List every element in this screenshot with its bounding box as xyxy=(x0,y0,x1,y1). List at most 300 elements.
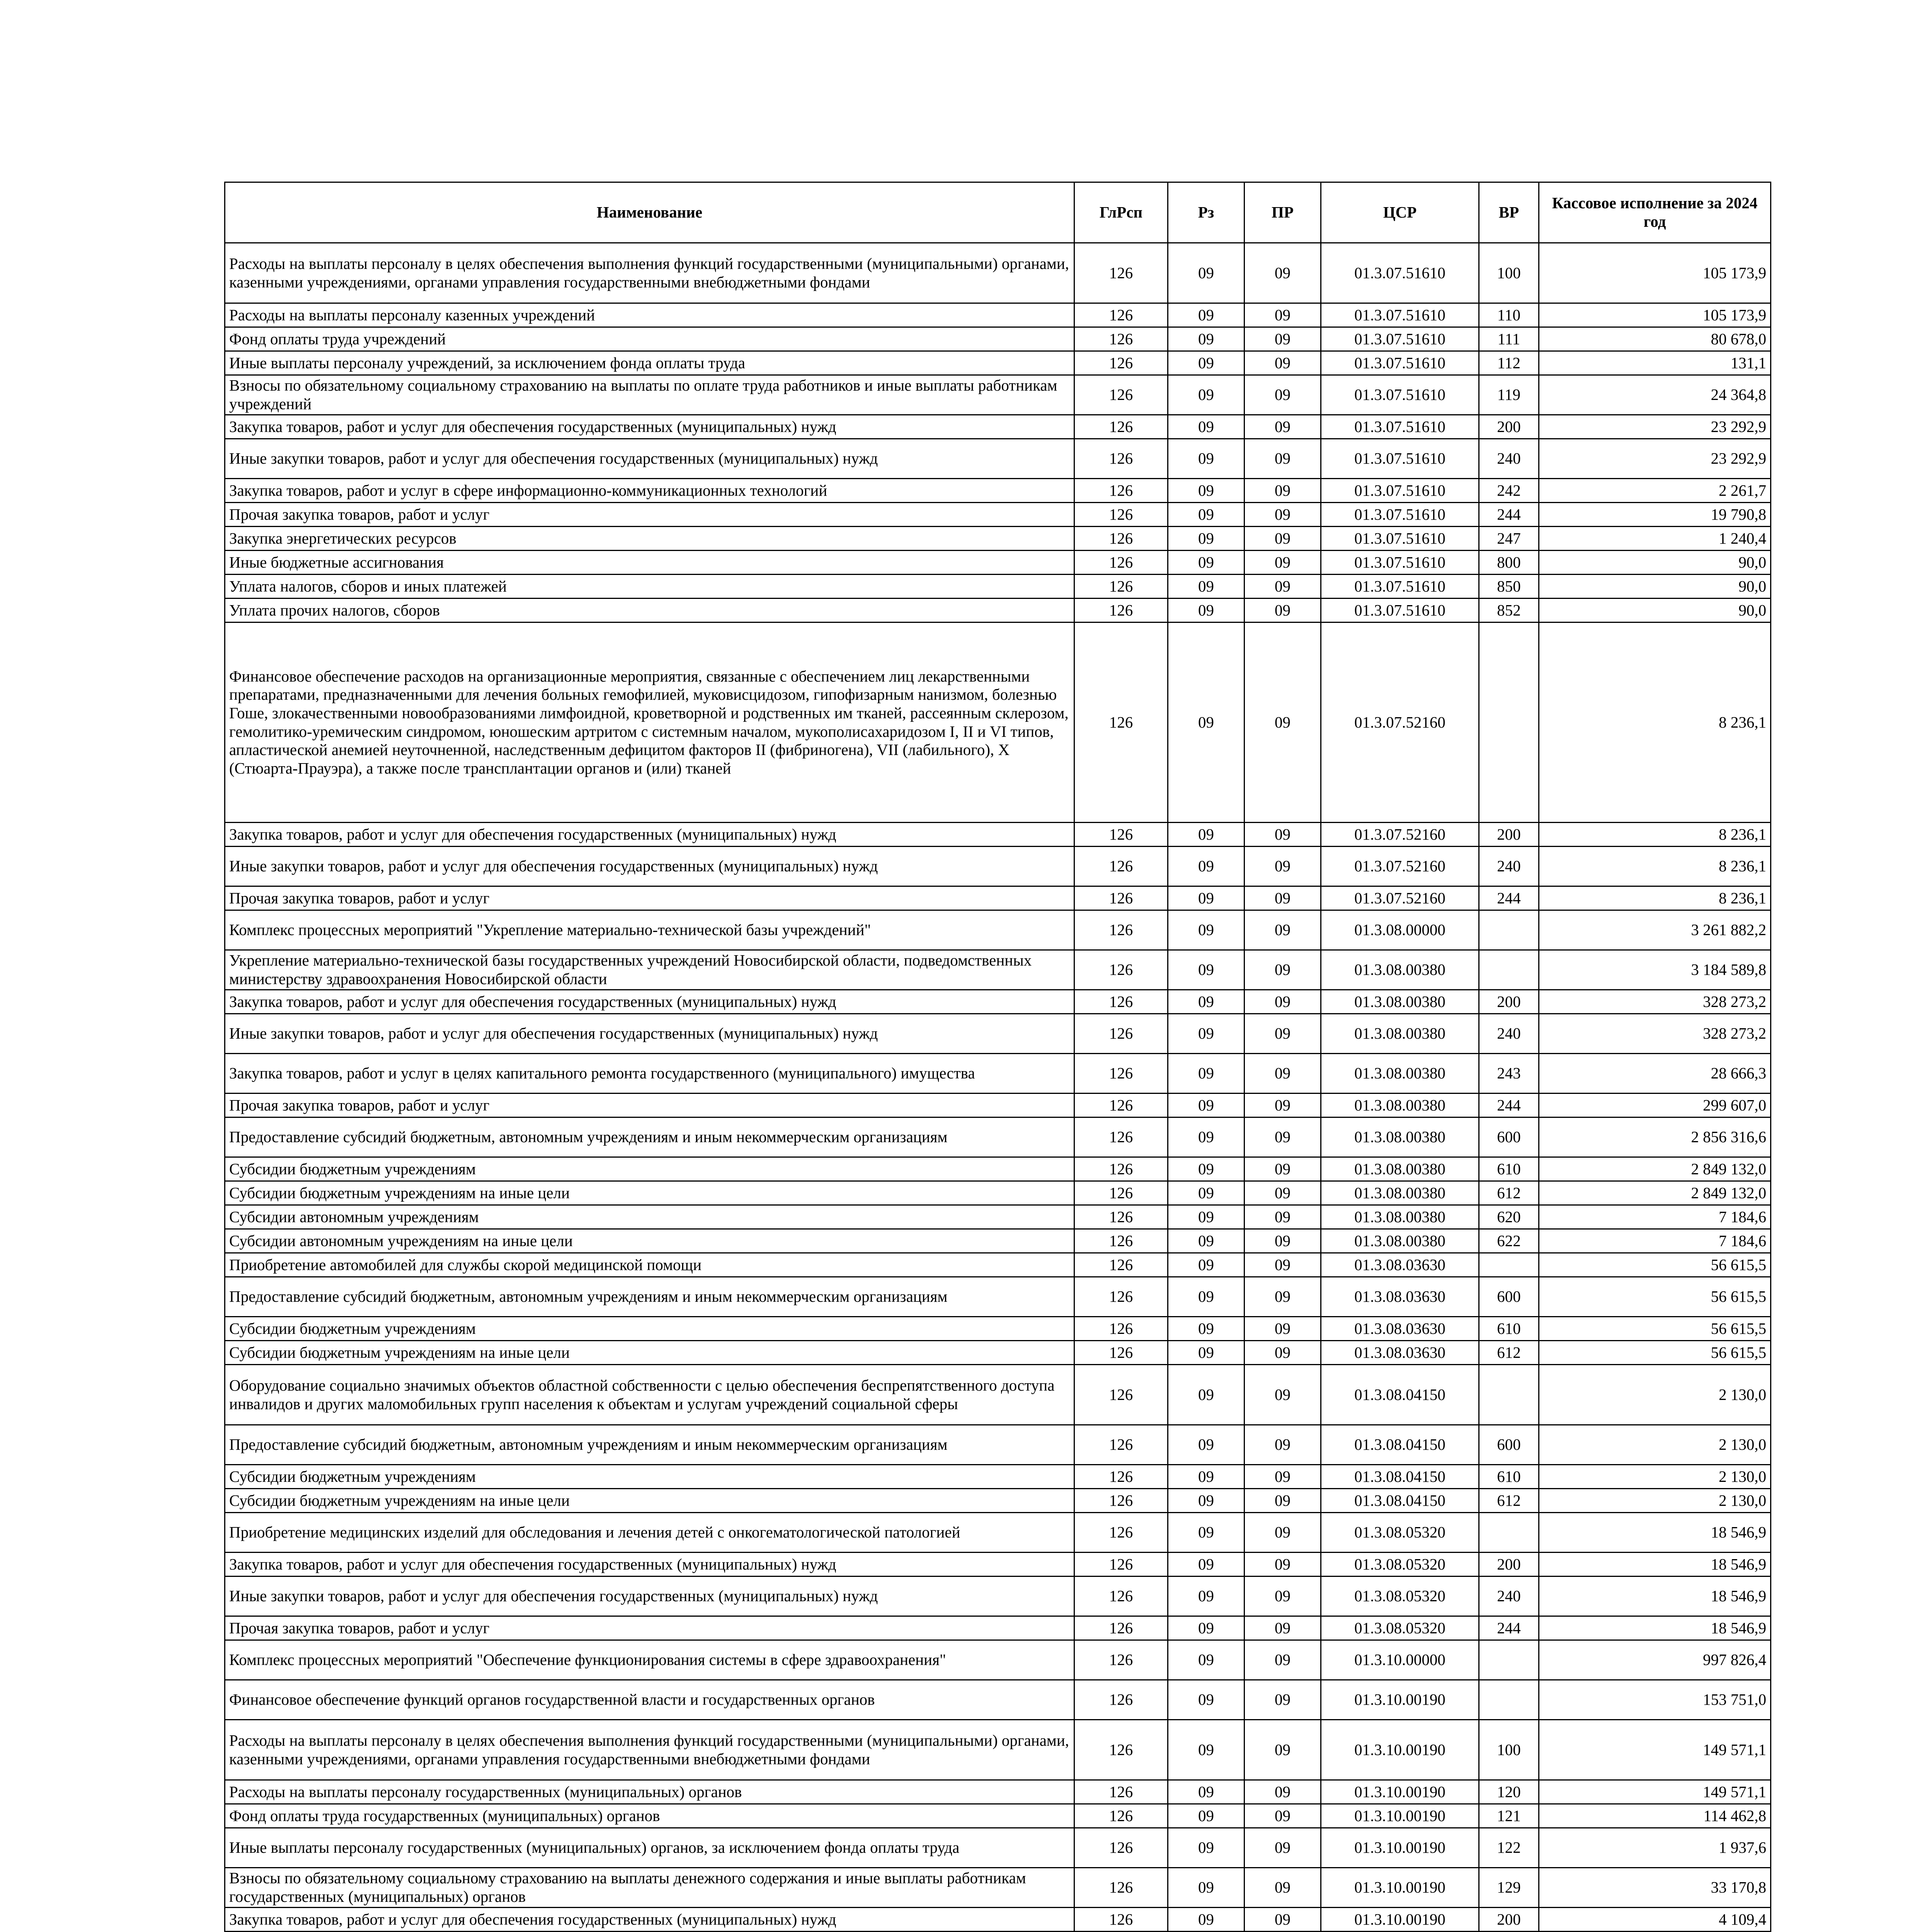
cell-glrsp: 126 xyxy=(1074,1680,1168,1720)
cell-pr: 09 xyxy=(1245,599,1321,622)
cell-rz: 09 xyxy=(1168,1253,1245,1277)
table-body xyxy=(225,243,1771,1932)
cell-amount: 105 173,9 xyxy=(1539,243,1771,303)
header-amount: Кассовое исполнение за 2024 год xyxy=(1539,182,1771,243)
cell-name: Предоставление субсидий бюджетным, автономным учреждениям и иным некоммерческим организациям xyxy=(225,1277,1074,1317)
cell-rz: 09 xyxy=(1168,1229,1245,1253)
header-vr: ВР xyxy=(1479,182,1539,243)
cell-rz: 09 xyxy=(1168,479,1245,503)
table-row xyxy=(225,1205,1771,1229)
cell-vr: 200 xyxy=(1479,1553,1539,1577)
cell-rz: 09 xyxy=(1168,1425,1245,1465)
cell-glrsp: 126 xyxy=(1074,599,1168,622)
cell-pr: 09 xyxy=(1245,1117,1321,1157)
cell-name: Комплекс процессных мероприятий "Обеспечение функционирования системы в сфере здравоохранения" xyxy=(225,1640,1074,1680)
cell-amount: 3 261 882,2 xyxy=(1539,910,1771,950)
cell-amount: 131,1 xyxy=(1539,351,1771,375)
cell-glrsp: 126 xyxy=(1074,847,1168,886)
cell-csr: 01.3.08.05320 xyxy=(1321,1513,1479,1553)
cell-pr: 09 xyxy=(1245,1868,1321,1908)
cell-amount: 7 184,6 xyxy=(1539,1205,1771,1229)
cell-glrsp: 126 xyxy=(1074,479,1168,503)
table-row xyxy=(225,1780,1771,1804)
cell-csr: 01.3.07.51610 xyxy=(1321,479,1479,503)
cell-vr: 240 xyxy=(1479,1014,1539,1054)
cell-csr: 01.3.07.51610 xyxy=(1321,375,1479,415)
cell-pr: 09 xyxy=(1245,1680,1321,1720)
cell-amount: 3 184 589,8 xyxy=(1539,950,1771,990)
cell-csr: 01.3.08.00380 xyxy=(1321,1117,1479,1157)
cell-glrsp: 126 xyxy=(1074,886,1168,910)
cell-pr: 09 xyxy=(1245,1616,1321,1640)
cell-csr: 01.3.07.51610 xyxy=(1321,351,1479,375)
cell-csr: 01.3.08.00380 xyxy=(1321,1157,1479,1181)
cell-csr: 01.3.07.51610 xyxy=(1321,327,1479,351)
cell-name: Закупка товаров, работ и услуг в целях капитального ремонта государственного (муниципального) имущества xyxy=(225,1054,1074,1094)
cell-pr: 09 xyxy=(1245,351,1321,375)
cell-csr: 01.3.08.00380 xyxy=(1321,990,1479,1014)
cell-pr: 09 xyxy=(1245,503,1321,527)
cell-name: Финансовое обеспечение функций органов государственной власти и государственных органов xyxy=(225,1680,1074,1720)
cell-amount: 24 364,8 xyxy=(1539,375,1771,415)
cell-csr: 01.3.07.51610 xyxy=(1321,243,1479,303)
cell-csr: 01.3.07.51610 xyxy=(1321,415,1479,439)
cell-pr: 09 xyxy=(1245,1253,1321,1277)
cell-name: Уплата налогов, сборов и иных платежей xyxy=(225,575,1074,599)
cell-vr: 244 xyxy=(1479,886,1539,910)
cell-rz: 09 xyxy=(1168,1804,1245,1828)
cell-rz: 09 xyxy=(1168,415,1245,439)
cell-rz: 09 xyxy=(1168,1181,1245,1205)
cell-csr: 01.3.08.00000 xyxy=(1321,910,1479,950)
cell-vr: 610 xyxy=(1479,1465,1539,1489)
table-row xyxy=(225,375,1771,415)
cell-rz: 09 xyxy=(1168,1054,1245,1094)
cell-csr: 01.3.07.51610 xyxy=(1321,575,1479,599)
cell-amount: 8 236,1 xyxy=(1539,622,1771,823)
cell-name: Укрепление материально-технической базы государственных учреждений Новосибирской области, подведомственных министерству здравоохранения Новосибирской области xyxy=(225,950,1074,990)
cell-rz: 09 xyxy=(1168,575,1245,599)
cell-csr: 01.3.07.52160 xyxy=(1321,847,1479,886)
table-row xyxy=(225,1181,1771,1205)
cell-amount: 7 184,6 xyxy=(1539,1229,1771,1253)
table-row xyxy=(225,1908,1771,1932)
cell-csr: 01.3.07.51610 xyxy=(1321,503,1479,527)
cell-rz: 09 xyxy=(1168,1828,1245,1868)
cell-rz: 09 xyxy=(1168,1117,1245,1157)
cell-pr: 09 xyxy=(1245,823,1321,847)
cell-pr: 09 xyxy=(1245,1157,1321,1181)
cell-pr: 09 xyxy=(1245,479,1321,503)
cell-name: Фонд оплаты труда государственных (муниципальных) органов xyxy=(225,1804,1074,1828)
cell-csr: 01.3.10.00190 xyxy=(1321,1908,1479,1932)
cell-rz: 09 xyxy=(1168,375,1245,415)
cell-rz: 09 xyxy=(1168,1780,1245,1804)
cell-rz: 09 xyxy=(1168,1014,1245,1054)
cell-amount: 2 130,0 xyxy=(1539,1425,1771,1465)
cell-name: Прочая закупка товаров, работ и услуг xyxy=(225,503,1074,527)
cell-vr: 244 xyxy=(1479,1094,1539,1117)
cell-name: Расходы на выплаты персоналу казенных учреждений xyxy=(225,303,1074,327)
cell-glrsp: 126 xyxy=(1074,1553,1168,1577)
table-row xyxy=(225,527,1771,551)
table-row xyxy=(225,327,1771,351)
cell-csr: 01.3.07.51610 xyxy=(1321,303,1479,327)
cell-rz: 09 xyxy=(1168,990,1245,1014)
table-row xyxy=(225,1489,1771,1513)
cell-amount: 18 546,9 xyxy=(1539,1616,1771,1640)
cell-glrsp: 126 xyxy=(1074,1465,1168,1489)
cell-vr: 242 xyxy=(1479,479,1539,503)
cell-rz: 09 xyxy=(1168,527,1245,551)
cell-rz: 09 xyxy=(1168,303,1245,327)
cell-name: Субсидии автономным учреждениям на иные цели xyxy=(225,1229,1074,1253)
cell-amount: 2 849 132,0 xyxy=(1539,1181,1771,1205)
cell-name: Иные закупки товаров, работ и услуг для обеспечения государственных (муниципальных) нужд xyxy=(225,847,1074,886)
cell-csr: 01.3.10.00000 xyxy=(1321,1640,1479,1680)
cell-vr xyxy=(1479,1680,1539,1720)
cell-rz: 09 xyxy=(1168,1205,1245,1229)
cell-name: Закупка товаров, работ и услуг для обеспечения государственных (муниципальных) нужд xyxy=(225,990,1074,1014)
cell-csr: 01.3.10.00190 xyxy=(1321,1828,1479,1868)
table-row xyxy=(225,1117,1771,1157)
cell-name: Расходы на выплаты персоналу в целях обеспечения выполнения функций государственными (муниципальными) органами, казенными учреждениями, органами управления государственными внебюджетными фондами xyxy=(225,1720,1074,1780)
table-row xyxy=(225,503,1771,527)
cell-csr: 01.3.08.00380 xyxy=(1321,1205,1479,1229)
cell-csr: 01.3.07.51610 xyxy=(1321,551,1479,575)
cell-glrsp: 126 xyxy=(1074,1868,1168,1908)
cell-pr: 09 xyxy=(1245,1425,1321,1465)
table-row xyxy=(225,439,1771,479)
cell-rz: 09 xyxy=(1168,910,1245,950)
table-row xyxy=(225,1828,1771,1868)
cell-amount: 2 130,0 xyxy=(1539,1489,1771,1513)
table-row xyxy=(225,823,1771,847)
header-pr: ПР xyxy=(1245,182,1321,243)
cell-pr: 09 xyxy=(1245,375,1321,415)
cell-pr: 09 xyxy=(1245,1094,1321,1117)
cell-amount: 56 615,5 xyxy=(1539,1277,1771,1317)
cell-csr: 01.3.08.03630 xyxy=(1321,1277,1479,1317)
cell-vr: 200 xyxy=(1479,415,1539,439)
cell-name: Оборудование социально значимых объектов областной собственности с целью обеспечения беспрепятственного доступа инвалидов и других маломобильных групп населения к объектам и услугам учреждений социальной сферы xyxy=(225,1365,1074,1425)
cell-name: Субсидии бюджетным учреждениям xyxy=(225,1465,1074,1489)
cell-vr: 243 xyxy=(1479,1054,1539,1094)
cell-vr: 600 xyxy=(1479,1117,1539,1157)
cell-glrsp: 126 xyxy=(1074,622,1168,823)
cell-csr: 01.3.08.04150 xyxy=(1321,1365,1479,1425)
cell-amount: 105 173,9 xyxy=(1539,303,1771,327)
table-row xyxy=(225,303,1771,327)
cell-rz: 09 xyxy=(1168,439,1245,479)
cell-csr: 01.3.08.04150 xyxy=(1321,1465,1479,1489)
cell-amount: 149 571,1 xyxy=(1539,1780,1771,1804)
header-rz: Рз xyxy=(1168,182,1245,243)
cell-amount: 1 240,4 xyxy=(1539,527,1771,551)
cell-glrsp: 126 xyxy=(1074,1804,1168,1828)
cell-rz: 09 xyxy=(1168,1616,1245,1640)
cell-pr: 09 xyxy=(1245,1489,1321,1513)
cell-pr: 09 xyxy=(1245,1720,1321,1780)
table-row xyxy=(225,1804,1771,1828)
cell-rz: 09 xyxy=(1168,551,1245,575)
cell-vr: 610 xyxy=(1479,1157,1539,1181)
cell-csr: 01.3.08.05320 xyxy=(1321,1553,1479,1577)
expenditure-table xyxy=(224,182,1771,1932)
cell-name: Субсидии бюджетным учреждениям xyxy=(225,1157,1074,1181)
cell-vr: 200 xyxy=(1479,990,1539,1014)
cell-glrsp: 126 xyxy=(1074,575,1168,599)
cell-name: Иные выплаты персоналу учреждений, за исключением фонда оплаты труда xyxy=(225,351,1074,375)
cell-name: Закупка энергетических ресурсов xyxy=(225,527,1074,551)
cell-name: Прочая закупка товаров, работ и услуг xyxy=(225,1094,1074,1117)
cell-name: Взносы по обязательному социальному страхованию на выплаты по оплате труда работников и иные выплаты работникам учреждений xyxy=(225,375,1074,415)
table-row xyxy=(225,1616,1771,1640)
cell-pr: 09 xyxy=(1245,1054,1321,1094)
cell-vr xyxy=(1479,1253,1539,1277)
cell-rz: 09 xyxy=(1168,1317,1245,1341)
cell-amount: 328 273,2 xyxy=(1539,990,1771,1014)
cell-rz: 09 xyxy=(1168,327,1245,351)
cell-amount: 299 607,0 xyxy=(1539,1094,1771,1117)
cell-csr: 01.3.08.04150 xyxy=(1321,1489,1479,1513)
cell-pr: 09 xyxy=(1245,439,1321,479)
cell-vr xyxy=(1479,950,1539,990)
cell-vr: 612 xyxy=(1479,1489,1539,1513)
cell-glrsp: 126 xyxy=(1074,415,1168,439)
table-row xyxy=(225,479,1771,503)
cell-rz: 09 xyxy=(1168,503,1245,527)
cell-vr: 600 xyxy=(1479,1425,1539,1465)
cell-name: Субсидии бюджетным учреждениям xyxy=(225,1317,1074,1341)
cell-glrsp: 126 xyxy=(1074,1181,1168,1205)
cell-amount: 90,0 xyxy=(1539,575,1771,599)
cell-csr: 01.3.10.00190 xyxy=(1321,1720,1479,1780)
cell-glrsp: 126 xyxy=(1074,1780,1168,1804)
cell-pr: 09 xyxy=(1245,1465,1321,1489)
cell-pr: 09 xyxy=(1245,990,1321,1014)
cell-vr: 111 xyxy=(1479,327,1539,351)
table-row xyxy=(225,1094,1771,1117)
cell-rz: 09 xyxy=(1168,1908,1245,1932)
cell-glrsp: 126 xyxy=(1074,1341,1168,1365)
cell-name: Комплекс процессных мероприятий "Укрепление материально-технической базы учреждений" xyxy=(225,910,1074,950)
cell-amount: 328 273,2 xyxy=(1539,1014,1771,1054)
cell-pr: 09 xyxy=(1245,886,1321,910)
cell-csr: 01.3.08.00380 xyxy=(1321,950,1479,990)
cell-rz: 09 xyxy=(1168,1513,1245,1553)
cell-glrsp: 126 xyxy=(1074,303,1168,327)
cell-pr: 09 xyxy=(1245,1229,1321,1253)
cell-rz: 09 xyxy=(1168,950,1245,990)
cell-name: Предоставление субсидий бюджетным, автономным учреждениям и иным некоммерческим организациям xyxy=(225,1425,1074,1465)
cell-vr xyxy=(1479,1365,1539,1425)
cell-pr: 09 xyxy=(1245,1553,1321,1577)
cell-rz: 09 xyxy=(1168,823,1245,847)
header-glrsp: ГлРсп xyxy=(1074,182,1168,243)
cell-rz: 09 xyxy=(1168,1465,1245,1489)
cell-glrsp: 126 xyxy=(1074,1229,1168,1253)
cell-csr: 01.3.08.00380 xyxy=(1321,1054,1479,1094)
cell-amount: 90,0 xyxy=(1539,599,1771,622)
cell-vr: 200 xyxy=(1479,1908,1539,1932)
cell-name: Приобретение медицинских изделий для обследования и лечения детей с онкогематологической патологией xyxy=(225,1513,1074,1553)
cell-amount: 8 236,1 xyxy=(1539,886,1771,910)
cell-glrsp: 126 xyxy=(1074,1157,1168,1181)
cell-csr: 01.3.08.05320 xyxy=(1321,1577,1479,1616)
cell-vr: 129 xyxy=(1479,1868,1539,1908)
cell-amount: 2 849 132,0 xyxy=(1539,1157,1771,1181)
cell-vr: 852 xyxy=(1479,599,1539,622)
cell-vr: 122 xyxy=(1479,1828,1539,1868)
cell-name: Финансовое обеспечение расходов на организационные мероприятия, связанные с обеспечением лиц лекарственными препаратами, предназначенными для лечения больных гемофилией, муковисцидозом, гипофизарным нанизмом, болезнью Гоше, злокачественными новообразованиями лимфоидной, кроветворной и родственных им тканей, рассеянным склерозом, гемолитико-уремическим синдромом, юношеским артритом с системным началом, мукополисахаридозом I, II и VI типов, апластической анемией неуточненной, наследственным дефицитом факторов II (фибриногена), VII (лабильного), X (Стюарта-Прауэра), а также после трансплантации органов и (или) тканей xyxy=(225,622,1074,823)
cell-name: Иные закупки товаров, работ и услуг для обеспечения государственных (муниципальных) нужд xyxy=(225,1577,1074,1616)
cell-amount: 149 571,1 xyxy=(1539,1720,1771,1780)
cell-name: Закупка товаров, работ и услуг в сфере информационно-коммуникационных технологий xyxy=(225,479,1074,503)
table-row xyxy=(225,847,1771,886)
cell-rz: 09 xyxy=(1168,1553,1245,1577)
table-row xyxy=(225,1341,1771,1365)
cell-csr: 01.3.08.00380 xyxy=(1321,1229,1479,1253)
cell-amount: 2 261,7 xyxy=(1539,479,1771,503)
cell-vr xyxy=(1479,622,1539,823)
cell-glrsp: 126 xyxy=(1074,1277,1168,1317)
cell-amount: 2 856 316,6 xyxy=(1539,1117,1771,1157)
cell-glrsp: 126 xyxy=(1074,1253,1168,1277)
cell-glrsp: 126 xyxy=(1074,1908,1168,1932)
header-csr: ЦСР xyxy=(1321,182,1479,243)
cell-rz: 09 xyxy=(1168,1680,1245,1720)
cell-name: Субсидии бюджетным учреждениям на иные цели xyxy=(225,1341,1074,1365)
cell-pr: 09 xyxy=(1245,527,1321,551)
cell-csr: 01.3.08.03630 xyxy=(1321,1253,1479,1277)
cell-rz: 09 xyxy=(1168,1720,1245,1780)
table-row xyxy=(225,1465,1771,1489)
cell-name: Уплата прочих налогов, сборов xyxy=(225,599,1074,622)
table-row xyxy=(225,599,1771,622)
table-row xyxy=(225,1868,1771,1908)
table-row xyxy=(225,1229,1771,1253)
cell-pr: 09 xyxy=(1245,1365,1321,1425)
cell-glrsp: 126 xyxy=(1074,1720,1168,1780)
cell-amount: 153 751,0 xyxy=(1539,1680,1771,1720)
table-row xyxy=(225,575,1771,599)
cell-glrsp: 126 xyxy=(1074,1317,1168,1341)
cell-amount: 23 292,9 xyxy=(1539,439,1771,479)
cell-vr: 200 xyxy=(1479,823,1539,847)
table-row xyxy=(225,1640,1771,1680)
cell-pr: 09 xyxy=(1245,1181,1321,1205)
cell-glrsp: 126 xyxy=(1074,990,1168,1014)
cell-rz: 09 xyxy=(1168,1157,1245,1181)
cell-glrsp: 126 xyxy=(1074,439,1168,479)
cell-glrsp: 126 xyxy=(1074,1425,1168,1465)
cell-pr: 09 xyxy=(1245,1317,1321,1341)
table-row xyxy=(225,886,1771,910)
cell-vr: 247 xyxy=(1479,527,1539,551)
cell-amount: 56 615,5 xyxy=(1539,1317,1771,1341)
cell-pr: 09 xyxy=(1245,847,1321,886)
cell-name: Закупка товаров, работ и услуг для обеспечения государственных (муниципальных) нужд xyxy=(225,415,1074,439)
cell-pr: 09 xyxy=(1245,950,1321,990)
cell-amount: 28 666,3 xyxy=(1539,1054,1771,1094)
table-row xyxy=(225,1253,1771,1277)
cell-rz: 09 xyxy=(1168,599,1245,622)
cell-glrsp: 126 xyxy=(1074,375,1168,415)
cell-vr: 612 xyxy=(1479,1341,1539,1365)
table-row xyxy=(225,1317,1771,1341)
table-row xyxy=(225,1513,1771,1553)
cell-pr: 09 xyxy=(1245,1640,1321,1680)
cell-pr: 09 xyxy=(1245,243,1321,303)
table-row xyxy=(225,1425,1771,1465)
cell-amount: 8 236,1 xyxy=(1539,847,1771,886)
cell-csr: 01.3.08.05320 xyxy=(1321,1616,1479,1640)
table-row xyxy=(225,1365,1771,1425)
cell-name: Фонд оплаты труда учреждений xyxy=(225,327,1074,351)
cell-vr: 119 xyxy=(1479,375,1539,415)
table-row xyxy=(225,1277,1771,1317)
cell-rz: 09 xyxy=(1168,243,1245,303)
cell-rz: 09 xyxy=(1168,1365,1245,1425)
cell-glrsp: 126 xyxy=(1074,351,1168,375)
cell-glrsp: 126 xyxy=(1074,1828,1168,1868)
table-row xyxy=(225,910,1771,950)
table-row xyxy=(225,1054,1771,1094)
cell-pr: 09 xyxy=(1245,1577,1321,1616)
cell-glrsp: 126 xyxy=(1074,327,1168,351)
cell-pr: 09 xyxy=(1245,1513,1321,1553)
cell-csr: 01.3.07.52160 xyxy=(1321,622,1479,823)
table-row xyxy=(225,990,1771,1014)
cell-amount: 1 937,6 xyxy=(1539,1828,1771,1868)
cell-rz: 09 xyxy=(1168,1094,1245,1117)
cell-pr: 09 xyxy=(1245,622,1321,823)
cell-vr: 620 xyxy=(1479,1205,1539,1229)
cell-glrsp: 126 xyxy=(1074,551,1168,575)
cell-glrsp: 126 xyxy=(1074,1014,1168,1054)
cell-pr: 09 xyxy=(1245,910,1321,950)
cell-vr: 110 xyxy=(1479,303,1539,327)
cell-vr: 120 xyxy=(1479,1780,1539,1804)
cell-glrsp: 126 xyxy=(1074,1117,1168,1157)
cell-name: Иные закупки товаров, работ и услуг для обеспечения государственных (муниципальных) нужд xyxy=(225,439,1074,479)
cell-name: Иные бюджетные ассигнования xyxy=(225,551,1074,575)
cell-pr: 09 xyxy=(1245,1908,1321,1932)
cell-amount: 19 790,8 xyxy=(1539,503,1771,527)
cell-rz: 09 xyxy=(1168,1341,1245,1365)
cell-glrsp: 126 xyxy=(1074,1205,1168,1229)
cell-rz: 09 xyxy=(1168,1489,1245,1513)
cell-pr: 09 xyxy=(1245,1341,1321,1365)
cell-csr: 01.3.10.00190 xyxy=(1321,1804,1479,1828)
cell-csr: 01.3.07.52160 xyxy=(1321,823,1479,847)
cell-glrsp: 126 xyxy=(1074,1365,1168,1425)
cell-csr: 01.3.08.00380 xyxy=(1321,1014,1479,1054)
cell-csr: 01.3.07.52160 xyxy=(1321,886,1479,910)
cell-vr: 244 xyxy=(1479,503,1539,527)
table-row xyxy=(225,1680,1771,1720)
table-row xyxy=(225,622,1771,823)
cell-rz: 09 xyxy=(1168,622,1245,823)
cell-rz: 09 xyxy=(1168,351,1245,375)
cell-vr: 800 xyxy=(1479,551,1539,575)
cell-pr: 09 xyxy=(1245,575,1321,599)
cell-rz: 09 xyxy=(1168,1868,1245,1908)
cell-csr: 01.3.08.00380 xyxy=(1321,1094,1479,1117)
cell-rz: 09 xyxy=(1168,847,1245,886)
cell-amount: 8 236,1 xyxy=(1539,823,1771,847)
